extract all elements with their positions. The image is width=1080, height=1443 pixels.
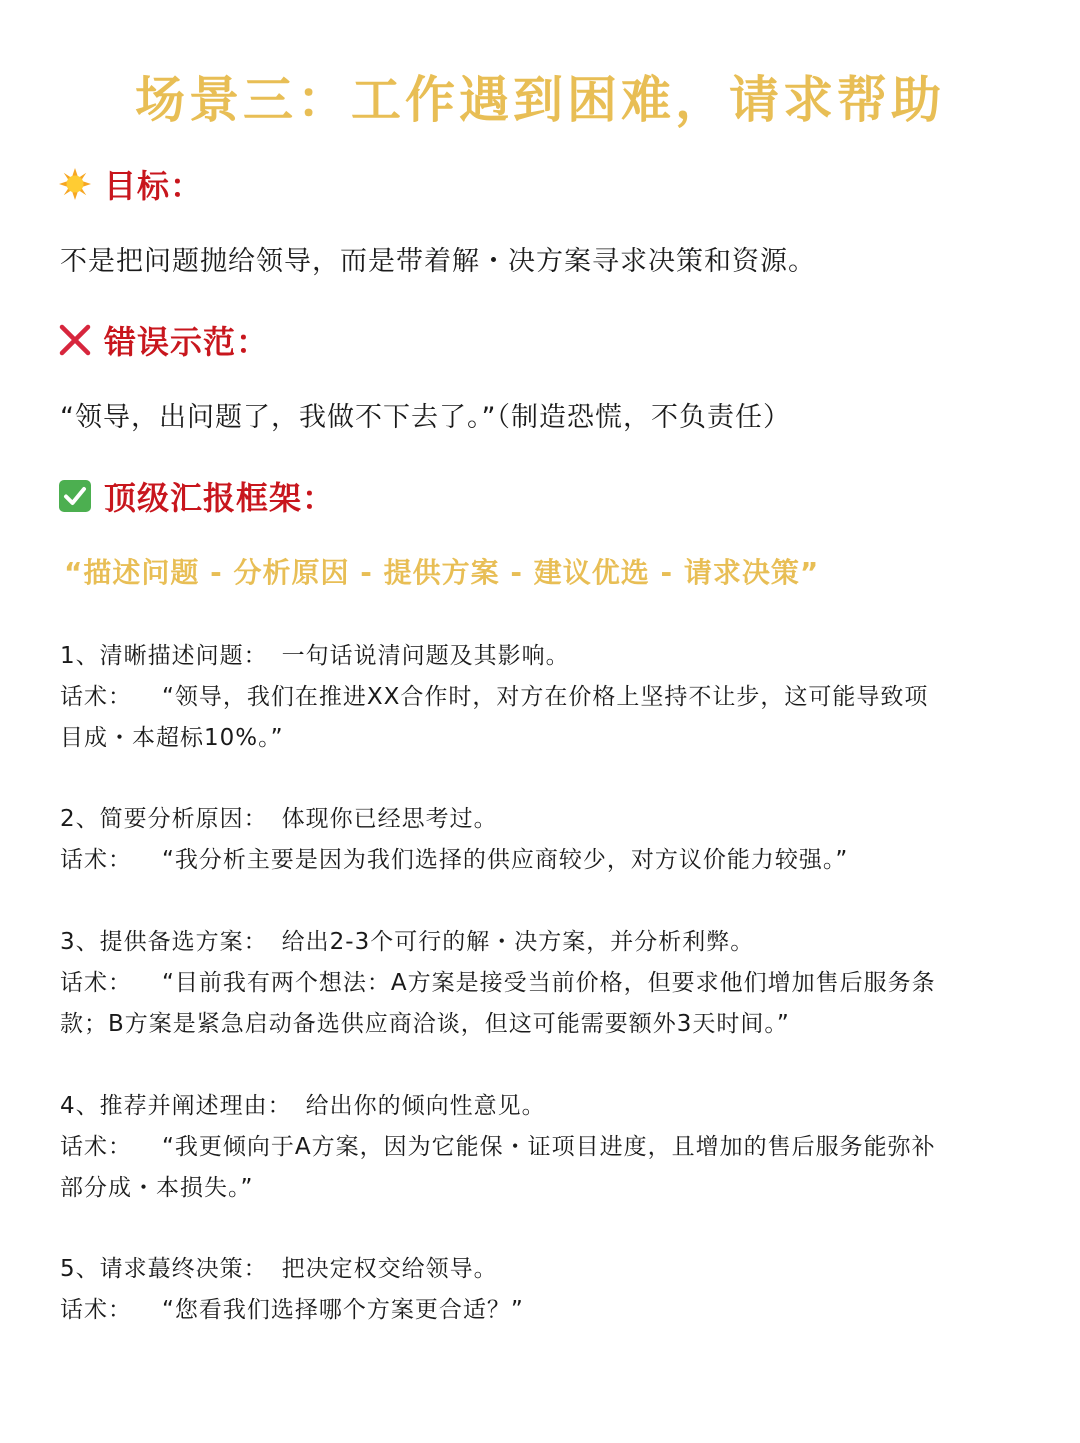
script-line: “领导，我们在推进XX合作时，对方在价格上坚持不让步，这可能导致项: [162, 684, 929, 710]
script-line: 目成・本超标10%。”: [60, 725, 284, 751]
step-desc: 给出你的倾向性意见。: [305, 1093, 546, 1119]
step-1: [60, 636, 1020, 759]
goal-heading: [58, 162, 203, 206]
framework-summary: “描述问题 - 分析原因 - 提供方案 - 建议优选 - 请求决策”: [64, 556, 820, 589]
script-label: 话术：: [60, 684, 132, 710]
step-desc: 给出2-3个可行的解・决方案，并分析利弊。: [281, 929, 755, 955]
script-line: 款；B方案是紧急启动备选供应商洽谈，但这可能需要额外3天时间。”: [60, 1011, 790, 1037]
wrong-text: “领导，出问题了，我做不下去了。”（制造恐慌，不负责任）: [60, 402, 791, 433]
green-check-icon: [58, 479, 92, 513]
page-title: 场景三：工作遇到困难，请求帮助: [135, 71, 945, 129]
goal-text: 不是把问题抛给领导，而是带着解・决方案寻求决策和资源。: [60, 246, 816, 277]
red-x-icon: [58, 323, 92, 357]
step-title: 3、提供备选方案：: [60, 929, 268, 955]
step-title: 1、清晰描述问题：: [60, 643, 268, 669]
step-title: 5、请求蕞终决策：: [60, 1256, 268, 1282]
script-line: 部分成・本损失。”: [60, 1175, 254, 1201]
framework-heading-label: 顶级汇报框架：: [104, 479, 336, 517]
script-line: “我更倾向于A方案，因为它能保・证项目进度，且增加的售后服务能弥补: [162, 1134, 936, 1160]
step-title: 2、简要分析原因：: [60, 806, 268, 832]
step-desc: 体现你已经思考过。: [281, 806, 498, 832]
step-5: [60, 1249, 1020, 1331]
wrong-heading-label: 错误示范：: [104, 323, 270, 361]
script-line: “目前我有两个想法：A方案是接受当前价格，但要求他们增加售后服务条: [162, 970, 936, 996]
script-line: “我分析主要是因为我们选择的供应商较少，对方议价能力较强。”: [162, 847, 849, 873]
goal-heading-label: 目标：: [104, 167, 204, 205]
script-label: 话术：: [60, 1297, 132, 1323]
wrong-heading: [58, 318, 269, 362]
script-label: 话术：: [60, 970, 132, 996]
script-label: 话术：: [60, 1134, 132, 1160]
step-2: [60, 799, 1020, 881]
step-desc: 把决定权交给领导。: [281, 1256, 498, 1282]
step-4: [60, 1086, 1020, 1209]
script-line: “您看我们选择哪个方案更合适？”: [162, 1297, 524, 1323]
step-desc: 一句话说清问题及其影响。: [281, 643, 570, 669]
sun-icon: [58, 167, 92, 201]
script-label: 话术：: [60, 847, 132, 873]
step-title: 4、推荐并阐述理由：: [60, 1093, 292, 1119]
framework-heading: [58, 474, 335, 518]
step-3: [60, 922, 1020, 1045]
